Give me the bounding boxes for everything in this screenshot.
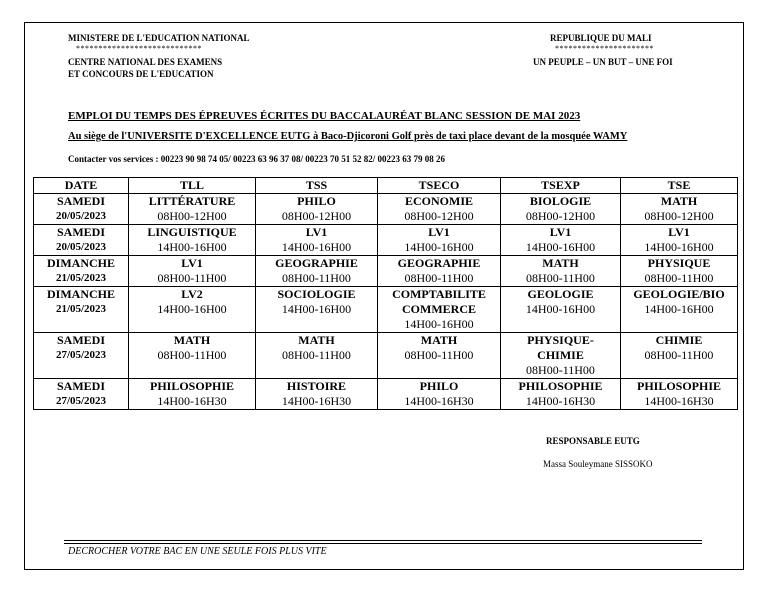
exam-time: 14H00-16H00 xyxy=(525,302,596,316)
day-name: SAMEDI xyxy=(56,333,105,347)
day-name: SAMEDI xyxy=(56,225,105,239)
subject-cell xyxy=(129,194,256,225)
subject-name: LV1 xyxy=(668,225,690,239)
exam-time: 08H00-11H00 xyxy=(404,271,474,285)
exam-time: 14H00-16H30 xyxy=(644,394,714,408)
table-row xyxy=(34,256,738,287)
subject-name: LV2 xyxy=(181,287,203,301)
table-row xyxy=(34,379,738,410)
subject-cell xyxy=(621,333,738,379)
subject-name: MATH xyxy=(542,256,579,270)
column-header: TSEXP xyxy=(501,178,621,194)
exam-time: 14H00-16H00 xyxy=(644,240,714,254)
subject-name: LV1 xyxy=(181,256,203,270)
exam-date: 27/05/2023 xyxy=(55,349,107,361)
subject-cell xyxy=(378,379,501,410)
exam-time: 08H00-11H00 xyxy=(157,348,227,362)
subject-cell xyxy=(256,287,378,333)
day-name: SAMEDI xyxy=(56,194,105,208)
subject-cell xyxy=(621,379,738,410)
column-header: TSS xyxy=(256,178,378,194)
subject-cell xyxy=(129,287,256,333)
subject-name: PHYSIQUE- xyxy=(527,333,594,347)
contact-line: Contacter vos services : 00223 90 98 74 05/ 00223 63 96 37 08/ 00223 70 51 52 82/ 00223 63 79 08 26 xyxy=(68,154,446,164)
date-cell xyxy=(34,256,129,287)
subject-cell xyxy=(129,379,256,410)
exam-time: 14H00-16H00 xyxy=(404,317,474,331)
column-header: DATE xyxy=(34,178,129,194)
subject-cell xyxy=(129,225,256,256)
exam-time: 14H00-16H30 xyxy=(281,394,352,408)
subject-name-line2: COMMERCE xyxy=(402,302,476,316)
exam-date: 27/05/2023 xyxy=(55,395,107,407)
date-cell xyxy=(34,194,129,225)
subject-cell xyxy=(621,194,738,225)
exam-schedule-table xyxy=(33,177,738,410)
center-name-line2: ET CONCOURS DE L'EDUCATION xyxy=(68,69,214,79)
subject-cell xyxy=(378,225,501,256)
date-cell xyxy=(34,333,129,379)
exam-time: 08H00-11H00 xyxy=(282,348,351,362)
table-row xyxy=(34,225,738,256)
day-name: DIMANCHE xyxy=(47,256,115,270)
subject-cell xyxy=(501,194,621,225)
exam-time: 14H00-16H00 xyxy=(644,302,714,316)
subject-cell xyxy=(378,333,501,379)
exam-date: 20/05/2023 xyxy=(55,241,107,253)
subject-cell xyxy=(129,333,256,379)
exam-time: 08H00-11H00 xyxy=(644,271,714,285)
subject-cell xyxy=(256,225,378,256)
exam-time: 08H00-12H00 xyxy=(525,209,596,223)
exam-time: 08H00-12H00 xyxy=(281,209,352,223)
subject-name: PHILO xyxy=(297,194,336,208)
subject-cell xyxy=(621,256,738,287)
subject-name: PHILOSOPHIE xyxy=(636,379,722,393)
subject-cell xyxy=(256,379,378,410)
day-name: SAMEDI xyxy=(56,379,105,393)
subject-name: MATH xyxy=(420,333,458,347)
exam-time: 08H00-12H00 xyxy=(404,209,474,223)
subject-name: PHILOSOPHIE xyxy=(518,379,603,393)
exam-time: 08H00-12H00 xyxy=(644,209,714,223)
responsable-title: RESPONSABLE EUTG xyxy=(546,436,640,446)
subject-name: MATH xyxy=(173,333,211,347)
date-cell xyxy=(34,225,129,256)
exam-location: Au siège de l'UNIVERSITE D'EXCELLENCE EUTG à Baco-Djicoroni Golf près de taxi place devant de la mosquée WAMY xyxy=(68,131,628,142)
column-header: TLL xyxy=(129,178,256,194)
footer-slogan: DECROCHER VOTRE BAC EN UNE SEULE FOIS PLUS VITE xyxy=(68,546,327,557)
subject-cell xyxy=(501,379,621,410)
table-row xyxy=(34,333,738,379)
subject-name: COMPTABILITE xyxy=(392,287,486,301)
exam-time: 14H00-16H30 xyxy=(157,394,227,408)
subject-cell xyxy=(501,225,621,256)
exam-date: 21/05/2023 xyxy=(55,272,107,284)
subject-name: LV1 xyxy=(549,225,572,239)
exam-time: 14H00-16H00 xyxy=(157,302,227,316)
subject-name: ECONOMIE xyxy=(404,194,473,208)
subject-name-line2: CHIMIE xyxy=(537,348,584,362)
exam-time: 14H00-16H00 xyxy=(157,240,227,254)
table-header-row xyxy=(34,178,738,194)
subject-name: GEOGRAPHIE xyxy=(397,256,481,270)
subject-name: LITTÉRATURE xyxy=(148,194,236,208)
exam-time: 08H00-12H00 xyxy=(157,209,227,223)
subject-name: HISTOIRE xyxy=(286,379,347,393)
table-body xyxy=(34,194,738,410)
table-row xyxy=(34,287,738,333)
exam-time: 08H00-11H00 xyxy=(157,271,227,285)
footer-divider-bottom xyxy=(64,543,702,544)
subject-cell xyxy=(129,256,256,287)
subject-name: LV1 xyxy=(305,225,328,239)
subject-cell xyxy=(256,333,378,379)
subject-cell xyxy=(378,256,501,287)
responsable-name: Massa Souleymane SISSOKO xyxy=(543,459,653,469)
column-header: TSECO xyxy=(378,178,501,194)
subject-name: MATH xyxy=(298,333,335,347)
subject-name: SOCIOLOGIE xyxy=(277,287,356,301)
subject-name: CHIMIE xyxy=(655,333,703,347)
exam-time: 14H00-16H30 xyxy=(525,394,596,408)
column-header: TSE xyxy=(621,178,738,194)
subject-cell xyxy=(256,194,378,225)
exam-time: 08H00-11H00 xyxy=(282,271,351,285)
exam-time: 14H00-16H00 xyxy=(404,240,474,254)
right-stars-divider: ********************** xyxy=(555,44,654,53)
subject-name: BIOLOGIE xyxy=(529,194,592,208)
exam-time: 08H00-11H00 xyxy=(644,348,714,362)
exam-time: 14H00-16H00 xyxy=(281,240,352,254)
subject-name: LV1 xyxy=(428,225,450,239)
republic-name: REPUBLIQUE DU MALI xyxy=(550,33,652,43)
exam-time: 14H00-16H00 xyxy=(281,302,352,316)
subject-cell xyxy=(378,194,501,225)
date-cell xyxy=(34,287,129,333)
day-name: DIMANCHE xyxy=(47,287,115,301)
center-name-line1: CENTRE NATIONAL DES EXAMENS xyxy=(68,57,223,67)
subject-cell xyxy=(378,287,501,333)
exam-time: 14H00-16H00 xyxy=(525,240,596,254)
document-title: EMPLOI DU TEMPS DES ÉPREUVES ÉCRITES DU BACCALAURÉAT BLANC SESSION DE MAI 2023 xyxy=(68,110,581,122)
table-row xyxy=(34,194,738,225)
republic-motto: UN PEUPLE – UN BUT – UNE FOI xyxy=(533,57,673,67)
footer-divider-top xyxy=(64,540,702,541)
exam-time: 08H00-11H00 xyxy=(404,348,474,362)
subject-cell xyxy=(501,333,621,379)
subject-name: PHILOSOPHIE xyxy=(149,379,235,393)
subject-cell xyxy=(256,256,378,287)
subject-cell xyxy=(501,287,621,333)
subject-name: GEOLOGIE xyxy=(527,287,594,301)
left-stars-divider: **************************** xyxy=(76,44,202,53)
subject-name: LINGUISTIQUE xyxy=(147,225,237,239)
subject-name: GEOLOGIE/BIO xyxy=(633,287,725,301)
ministry-name: MINISTERE DE L'EDUCATION NATIONAL xyxy=(68,33,250,43)
exam-time: 08H00-11H00 xyxy=(526,271,595,285)
exam-time: 08H00-11H00 xyxy=(526,363,595,377)
subject-name: GEOGRAPHIE xyxy=(275,256,358,270)
subject-name: PHILO xyxy=(419,379,459,393)
subject-name: MATH xyxy=(660,194,698,208)
subject-cell xyxy=(501,256,621,287)
subject-cell xyxy=(621,225,738,256)
exam-date: 20/05/2023 xyxy=(55,210,107,222)
date-cell xyxy=(34,379,129,410)
subject-name: PHYSIQUE xyxy=(647,256,711,270)
exam-date: 21/05/2023 xyxy=(55,303,107,315)
subject-cell xyxy=(621,287,738,333)
exam-time: 14H00-16H30 xyxy=(404,394,474,408)
